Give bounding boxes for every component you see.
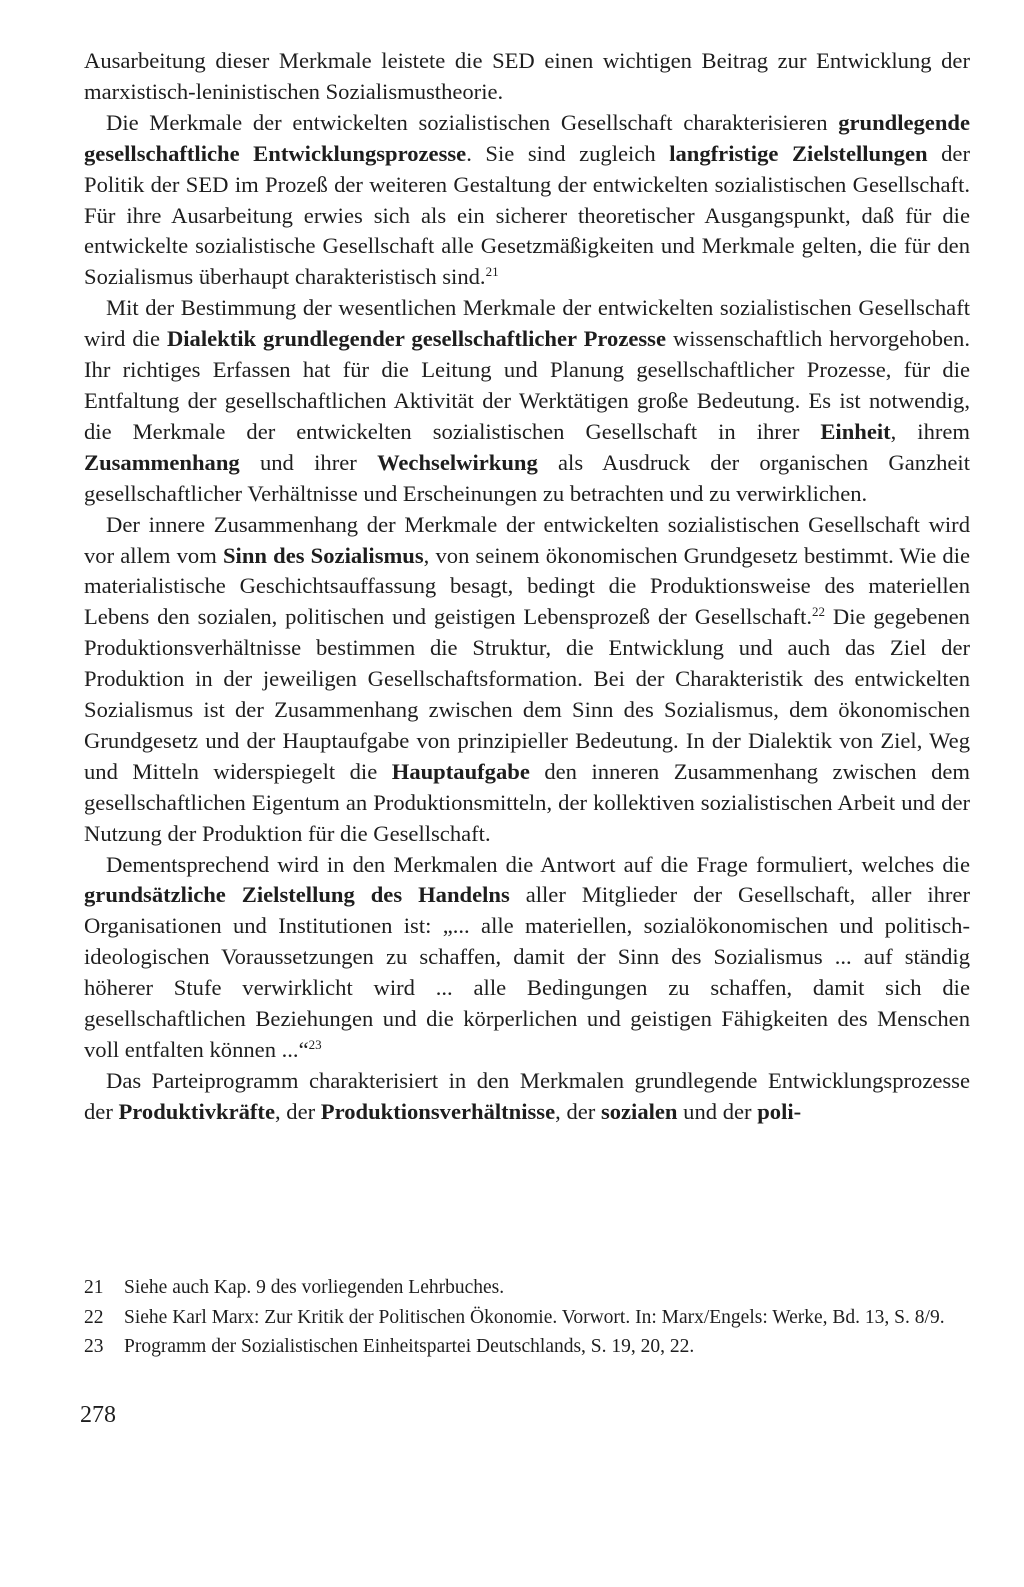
footnote-ref: 23 — [308, 1037, 322, 1052]
text-run: Ausarbeitung dieser Merkmale leistete die SED einen wichtigen Beitrag zur Entwicklung der marxistisch-leninistischen Sozialismustheorie. — [84, 48, 970, 104]
text-run: den inneren Zusammenhang zwischen dem gesellschaftlichen Eigentum an Produktionsmitteln, der kollektiven sozialistischen Arbeit und der Nutzung der Produktion für die Gesellschaft. — [84, 758, 971, 846]
page-number: 278 — [80, 1402, 116, 1428]
text-run: Das Parteiprogramm charakterisiert in den Merkmalen grundlegende Entwicklungsprozesse der — [84, 1067, 970, 1124]
footnote-number: 23 — [84, 1336, 104, 1357]
footnote — [84, 1304, 970, 1332]
paragraph — [84, 510, 970, 850]
emphasis: Einheit — [820, 418, 891, 444]
emphasis: Sinn des Sozialismus — [222, 542, 424, 568]
text-run: , von seinem ökonomischen Grundgesetz bestimmt. Wie die materialistische Geschichtsauffassung besagt, bedingt die Produktionsweise des materiellen Lebens den sozialen, politischen und geistigen Lebensprozeß der Gesellschaft. — [84, 542, 971, 630]
text-run: der Politik der SED im Prozeß der weiteren Gestaltung der entwickelten sozialistischen Gesellschaft. Für ihre Ausarbeitung erwies sich als ein sicherer theoretischer Ausgangspunkt, daß für die entwickelte sozialistische Gesellschaft alle Gesetzmäßigkeiten und Merkmale gelten, die für den Sozialismus überhaupt charakteristisch sind. — [84, 140, 970, 290]
text-run: Die Merkmale der entwickelten sozialistischen Gesellschaft charakterisieren — [106, 109, 839, 135]
paragraph — [84, 850, 970, 1066]
text-run: Mit der Bestimmung der wesentlichen Merkmale der entwickelten sozialistischen Gesellschaft wird die — [84, 295, 970, 352]
footnote — [84, 1333, 970, 1361]
emphasis: Wechselwirkung — [377, 449, 538, 475]
text-run: , ihrem — [890, 418, 970, 444]
footnotes — [84, 1274, 970, 1363]
footnote-text: Siehe auch Kap. 9 des vorliegenden Lehrbuches. — [124, 1277, 505, 1298]
emphasis: Dialektik grundlegender gesellschaftlicher Prozesse — [166, 326, 666, 352]
text-run: , der — [274, 1098, 321, 1124]
emphasis: sozialen — [600, 1098, 678, 1124]
text-run: . Sie sind zugleich — [466, 140, 670, 166]
paragraph — [84, 293, 970, 509]
text-run: und ihrer — [239, 449, 378, 475]
emphasis: grundlegende gesellschaftliche Entwicklungsprozesse — [84, 109, 970, 166]
footnote-text: Siehe Karl Marx: Zur Kritik der Politischen Ökonomie. Vorwort. In: Marx/Engels: Werke, Bd. 13, S. 8/9. — [124, 1306, 945, 1328]
footnote — [84, 1274, 970, 1302]
paragraph — [84, 1066, 970, 1128]
text-run: Der innere Zusammenhang der Merkmale der entwickelten sozialistischen Gesellschaft wird vor allem vom — [84, 511, 970, 568]
emphasis: grundsätzliche Zielstellung des Handelns — [84, 882, 510, 908]
text-run: aller Mitglieder der Gesellschaft, aller ihrer Organisationen und Institutionen ist: „... alle materiellen, sozialökonomischen und politisch-ideologischen Voraussetzungen zu schaffen, damit der Sinn des Sozialismus ... auf ständig höherer Stufe verwirklicht wird ... alle Bedingungen zu schaffen, damit sich die gesellschaftlichen Beziehungen und die körperlichen und geistigen Fähigkeiten des Menschen voll entfalten können ...“ — [84, 882, 970, 1062]
emphasis: Zusammenhang — [84, 449, 240, 475]
footnote-number: 22 — [84, 1306, 104, 1328]
footnote-ref: 21 — [485, 264, 499, 280]
emphasis: Produktivkräfte — [118, 1098, 275, 1124]
footnote-number: 21 — [84, 1277, 104, 1298]
text-run: , der — [555, 1098, 601, 1124]
body-text — [84, 46, 970, 1128]
text-run: wissenschaftlich hervorgehoben. Ihr richtiges Erfassen hat für die Leitung und Planung gesellschaftlicher Prozesse, für die Entfaltung der gesellschaftlichen Aktivität der Werktätigen große Bedeutung. Es ist notwendig, die Merkmale der entwickelten sozialistischen Gesellschaft in ihrer — [84, 326, 970, 444]
emphasis: langfristige Zielstellungen — [669, 140, 928, 166]
footnote-ref: 22 — [812, 604, 826, 620]
text-run: und der — [677, 1098, 758, 1124]
paragraph — [84, 46, 970, 108]
text-run: Dementsprechend wird in den Merkmalen die Antwort auf die Frage formuliert, welches die — [106, 851, 970, 877]
emphasis: Hauptaufgabe — [391, 758, 530, 784]
footnote-text: Programm der Sozialistischen Einheitspartei Deutschlands, S. 19, 20, 22. — [124, 1336, 695, 1357]
emphasis: poli- — [757, 1098, 802, 1124]
emphasis: Produktionsverhältnisse — [320, 1098, 556, 1124]
paragraph — [84, 108, 970, 293]
text-run: als Ausdruck der organischen Ganzheit gesellschaftlicher Verhältnisse und Erscheinungen zu betrachten und zu verwirklichen. — [84, 449, 970, 506]
text-run: Die gegebenen Produktionsverhältnisse bestimmen die Struktur, die Entwicklung und auch das Ziel der Produktion in der jeweiligen Gesellschaftsformation. Bei der Charakteristik des entwickelten Sozialismus ist der Zusammenhang zwischen dem Sinn des Sozialismus, dem ökonomischen Grundgesetz und der Hauptaufgabe von prinzipieller Bedeutung. In der Dialektik von Ziel, Weg und Mitteln widerspiegelt die — [84, 604, 970, 784]
